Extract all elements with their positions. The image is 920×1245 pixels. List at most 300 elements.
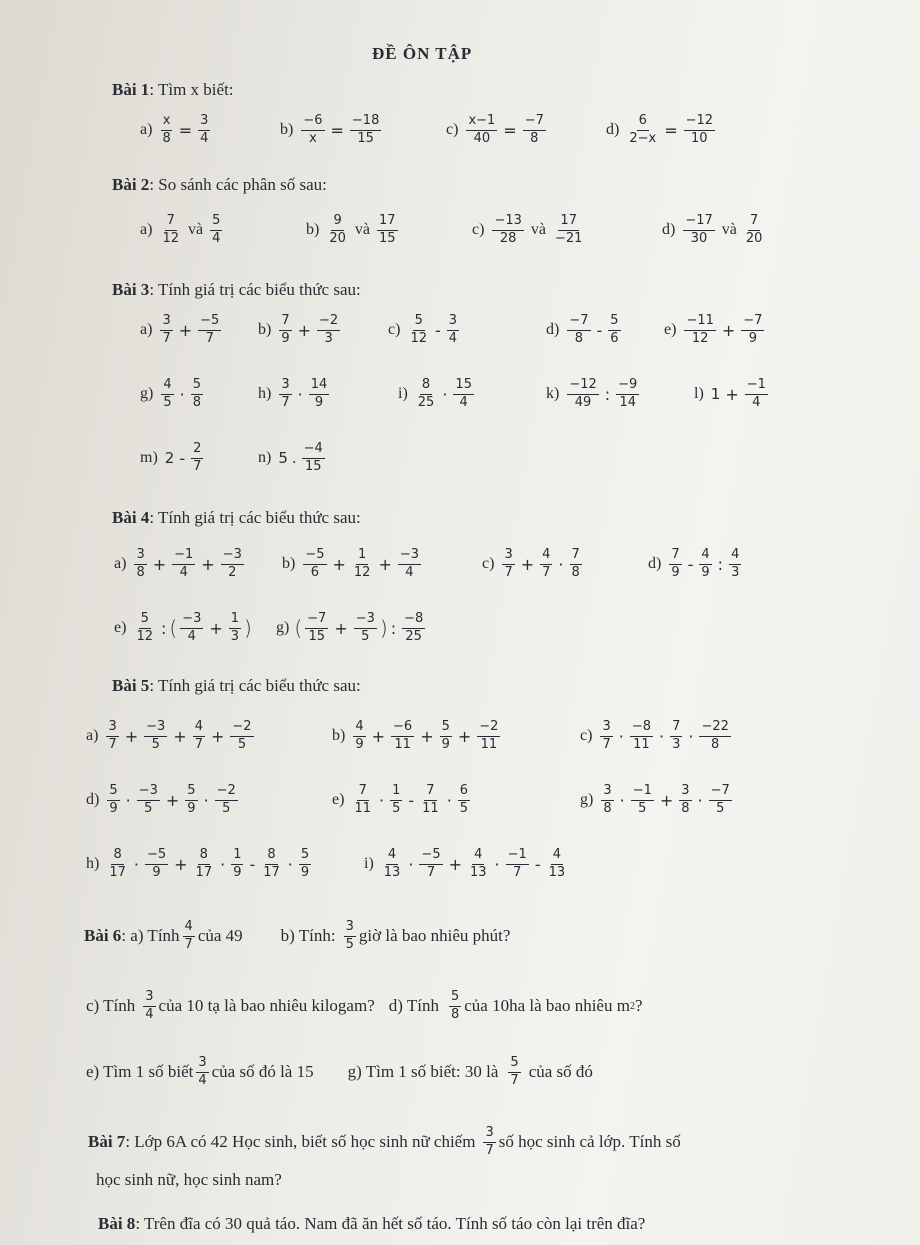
bai1-row	[140, 114, 718, 147]
denominator: 8	[571, 564, 580, 580]
fraction	[299, 848, 311, 881]
numerator: 17	[377, 214, 398, 231]
operator: +	[520, 554, 535, 574]
denominator: 12	[162, 230, 179, 246]
numerator: 1	[356, 548, 368, 565]
denominator: 20	[745, 230, 763, 246]
fraction	[729, 548, 741, 581]
fraction	[744, 214, 765, 247]
fraction	[172, 548, 195, 581]
denominator: 12	[353, 564, 371, 580]
numerator: 5	[413, 314, 425, 331]
fraction	[616, 378, 639, 411]
bai5-item-g	[580, 784, 735, 817]
bai4-item-e	[114, 612, 276, 645]
fraction	[540, 548, 552, 581]
operator: ·	[558, 554, 564, 574]
bai6-a-pre: : a) Tính	[121, 926, 180, 946]
operator: +	[173, 726, 187, 746]
denominator: 9	[701, 564, 710, 580]
numerator: −2	[215, 784, 238, 801]
fraction	[709, 784, 732, 817]
fraction	[416, 378, 437, 411]
denominator: 7	[184, 936, 193, 952]
fraction	[221, 548, 244, 581]
denominator: 10	[691, 130, 708, 146]
bai7-post: số học sinh cả lớp. Tính số	[498, 1132, 681, 1152]
denominator: 15	[304, 458, 322, 474]
fraction	[161, 378, 173, 411]
denominator: 17	[195, 864, 213, 880]
bai3-heading	[112, 280, 361, 300]
denominator: 15	[378, 230, 396, 246]
denominator: 8	[192, 394, 201, 410]
denominator: 5	[163, 394, 172, 410]
denominator: 4	[179, 564, 188, 580]
numerator: 17	[558, 214, 579, 231]
numerator: 14	[309, 378, 330, 395]
numerator: 3	[134, 548, 146, 565]
numerator: −1	[631, 784, 654, 801]
denominator: 20	[329, 230, 346, 246]
numerator: 3	[601, 784, 613, 801]
denominator: 11	[633, 736, 650, 752]
operator: ·	[442, 384, 448, 404]
numerator: −3	[221, 548, 244, 565]
denominator: 7	[485, 1142, 494, 1158]
fraction	[279, 314, 291, 347]
denominator: 8	[574, 330, 584, 346]
denominator: 3	[230, 628, 240, 644]
bai6-b-pre: b) Tính:	[280, 926, 336, 946]
operator: +	[721, 320, 736, 340]
denominator: 5	[638, 800, 647, 816]
item-label: e)	[332, 791, 345, 809]
item-label: d)	[86, 791, 100, 809]
numerator: −22	[699, 720, 730, 737]
fraction	[468, 848, 489, 881]
bai3-row3	[140, 442, 328, 475]
bai4-item-a	[114, 548, 282, 581]
bai6-row2	[86, 990, 643, 1023]
numerator: 4	[183, 920, 195, 937]
numerator: −7	[305, 612, 328, 629]
fraction	[627, 114, 658, 147]
compare-word: và	[354, 221, 370, 239]
bai4-label: Bài 4	[112, 508, 150, 527]
fraction	[458, 784, 470, 817]
bai6-g-post: của số đó	[528, 1062, 593, 1082]
denominator: 3	[672, 736, 681, 752]
denominator: 4	[212, 230, 221, 246]
operator: +	[174, 854, 188, 874]
bai3-item-i	[398, 378, 546, 411]
numerator: −3	[180, 612, 203, 629]
item-label: g)	[276, 619, 290, 637]
item-label: c)	[446, 121, 459, 139]
denominator: 13	[548, 864, 566, 880]
denominator: 5	[459, 800, 469, 816]
bai6-a-post: của 49	[197, 926, 243, 946]
denominator: 12	[691, 330, 709, 346]
fraction	[302, 442, 325, 475]
item-label: b)	[306, 221, 320, 239]
bai8-label: Bài 8	[98, 1214, 136, 1233]
fraction	[344, 920, 356, 953]
numerator: 4	[161, 378, 173, 395]
bai4-item-g	[276, 612, 428, 645]
denominator: 7	[194, 736, 203, 752]
bai2-label: Bài 2	[112, 175, 150, 194]
numerator: 4	[386, 848, 398, 865]
bai3-label: Bài 3	[112, 280, 150, 299]
item-label: d)	[546, 321, 560, 339]
numerator: 5	[191, 378, 203, 395]
compare-word: và	[721, 221, 737, 239]
bai5-row1	[86, 720, 734, 753]
fraction	[353, 720, 365, 753]
operator: +	[178, 320, 193, 340]
item-label: e)	[114, 619, 127, 637]
bai1-heading	[112, 80, 234, 100]
numerator: 7	[670, 720, 682, 737]
numerator: 3	[600, 720, 612, 737]
item-label: a)	[140, 221, 153, 239]
fraction	[699, 720, 730, 753]
numerator: 4	[193, 720, 205, 737]
fraction	[419, 848, 442, 881]
numerator: 7	[424, 784, 436, 801]
bai8-text: : Trên đĩa có 30 quả táo. Nam đã ăn hết số táo. Tính số táo còn lại trên đĩa?	[135, 1214, 646, 1233]
denominator: 8	[603, 800, 612, 816]
operator: ·	[658, 726, 665, 746]
bai3-row2	[140, 378, 771, 411]
fraction	[107, 784, 119, 817]
denominator: −21	[554, 230, 583, 246]
denominator: 9	[748, 330, 757, 346]
denominator: 4	[198, 1072, 207, 1088]
item-label: h)	[258, 385, 272, 403]
denominator: 4	[448, 330, 458, 346]
operator: :	[717, 554, 724, 574]
bai6-e-post: của số đó là 15	[211, 1062, 314, 1082]
fraction	[600, 720, 612, 753]
numerator: 8	[111, 848, 123, 865]
denominator: 49	[574, 394, 592, 410]
numerator: −3	[137, 784, 160, 801]
denominator: 11	[422, 800, 439, 816]
operator: ·	[494, 854, 500, 874]
item-label: g)	[580, 791, 594, 809]
fraction	[143, 990, 155, 1023]
bai1-item-a	[140, 114, 280, 147]
denominator: 17	[263, 864, 280, 880]
operator: +	[378, 554, 392, 574]
fraction	[570, 548, 582, 581]
denominator: 15	[357, 130, 374, 146]
numerator: 4	[540, 548, 552, 565]
bai4-item-d	[648, 548, 744, 581]
bai5-heading-text: : Tính giá trị các biểu thức sau:	[149, 676, 361, 695]
operator: +	[334, 618, 348, 638]
denominator: 7	[602, 736, 611, 752]
bai6-label: Bài 6	[84, 926, 122, 946]
numerator: 5	[449, 990, 461, 1007]
denominator: 2−x	[629, 130, 657, 146]
numerator: 5	[508, 1056, 520, 1073]
item-label: a)	[140, 121, 153, 139]
denominator: 6	[610, 330, 619, 346]
operator: +	[297, 320, 312, 340]
operator: +	[420, 726, 434, 746]
numerator: 3	[279, 378, 291, 395]
fraction	[160, 114, 172, 147]
item-label: g)	[140, 385, 154, 403]
item-label: a)	[140, 321, 153, 339]
operator: ·	[203, 790, 209, 810]
fraction	[279, 378, 291, 411]
denominator: 11	[394, 736, 411, 752]
item-label: c)	[472, 221, 485, 239]
operator: ·	[287, 854, 293, 874]
numerator: 7	[357, 784, 369, 801]
numerator: 7	[669, 548, 681, 565]
fraction	[440, 720, 452, 753]
bai4-item-b	[282, 548, 482, 581]
denominator: 7	[510, 1072, 519, 1088]
bai6-c-post: của 10 tạ là bao nhiêu kilogam?	[158, 996, 375, 1016]
fraction	[160, 314, 172, 347]
numerator: 3	[679, 784, 691, 801]
item-label: b)	[332, 727, 346, 745]
item-label: b)	[280, 121, 294, 139]
operator: .	[291, 449, 297, 468]
bai7-label: Bài 7	[88, 1132, 126, 1152]
operator: ·	[378, 790, 385, 810]
numerator: 4	[551, 848, 563, 865]
numerator: 7	[279, 314, 291, 331]
operator: ·	[697, 790, 703, 810]
numerator: −8	[630, 720, 653, 737]
fraction	[352, 548, 373, 581]
operator: ·	[220, 854, 226, 874]
numerator: −1	[506, 848, 529, 865]
operator: ·	[618, 726, 624, 746]
bai6-d-end: ?	[634, 996, 643, 1016]
numerator: −5	[145, 848, 168, 865]
operator: ·	[133, 854, 139, 874]
numerator: 6	[637, 114, 649, 131]
fraction	[134, 612, 155, 645]
operator: -	[434, 320, 441, 340]
denominator: 12	[410, 330, 427, 346]
item-label: e)	[664, 321, 677, 339]
denominator: 7	[162, 330, 171, 346]
fraction	[354, 612, 377, 645]
operator: :	[160, 618, 167, 638]
fraction	[699, 548, 711, 581]
bai5-label: Bài 5	[112, 676, 150, 695]
bai1-item-c	[446, 114, 606, 147]
fraction	[447, 314, 459, 347]
bai1-item-b	[280, 114, 446, 147]
fraction	[183, 920, 195, 953]
operator: +	[448, 854, 462, 874]
operator: -	[596, 320, 603, 340]
denominator: 7	[513, 864, 522, 880]
numerator: 7	[748, 214, 760, 231]
numerator: 3	[344, 920, 356, 937]
numerator: 5	[185, 784, 197, 801]
numerator: −9	[616, 378, 639, 395]
fraction	[492, 214, 523, 247]
fraction	[684, 114, 715, 147]
denominator: 8	[136, 564, 145, 580]
fraction	[377, 214, 398, 247]
denominator: 14	[619, 394, 637, 410]
denominator: 9	[109, 800, 118, 816]
denominator: 9	[300, 864, 310, 880]
numerator: 15	[453, 378, 474, 395]
bai2-item-b	[306, 214, 472, 247]
fraction	[191, 442, 203, 475]
denominator: 30	[690, 230, 708, 246]
denominator: 25	[417, 394, 435, 410]
bai2-item-c	[472, 214, 662, 247]
numerator: −3	[398, 548, 421, 565]
bai3-item-b	[258, 314, 388, 347]
bai2-heading	[112, 175, 327, 195]
bai5-row3	[86, 848, 570, 881]
numerator: 3	[106, 720, 118, 737]
bai6-d-sup: 2	[629, 1000, 635, 1012]
fraction	[630, 720, 653, 753]
denominator: 8	[450, 1006, 460, 1022]
numerator: −3	[354, 612, 377, 629]
denominator: 5	[237, 736, 247, 752]
numerator: 4	[699, 548, 711, 565]
fraction	[408, 314, 429, 347]
fraction	[229, 612, 241, 645]
numerator: −4	[302, 442, 325, 459]
fraction	[745, 378, 768, 411]
operator: ·	[619, 790, 625, 810]
operator: +	[201, 554, 215, 574]
denominator: 8	[530, 130, 539, 146]
operator: :	[604, 384, 611, 404]
fraction	[608, 314, 620, 347]
denominator: 5	[151, 736, 160, 752]
fraction	[398, 548, 421, 581]
numerator: −13	[492, 214, 523, 231]
fraction	[160, 214, 181, 247]
denominator: 9	[314, 394, 324, 410]
bai4-item-c	[482, 548, 648, 581]
close-paren: )	[379, 616, 388, 641]
denominator: 11	[480, 736, 498, 752]
denominator: 5	[144, 800, 153, 816]
bai5-heading	[112, 676, 361, 696]
numerator: 3	[447, 314, 459, 331]
denominator: 7	[108, 736, 117, 752]
denominator: 7	[281, 394, 290, 410]
fraction	[305, 612, 328, 645]
numerator: −7	[741, 314, 764, 331]
numerator: 7	[165, 214, 177, 231]
numerator: 5	[139, 612, 151, 629]
numerator: 5	[107, 784, 119, 801]
bai4-heading-text: : Tính giá trị các biểu thức sau:	[149, 508, 361, 527]
fraction	[327, 214, 348, 247]
numerator: 5	[440, 720, 452, 737]
bai3-item-d	[546, 314, 664, 347]
open-paren: (	[294, 616, 303, 641]
numerator: −17	[683, 214, 714, 231]
denominator: 17	[109, 864, 126, 880]
fraction	[350, 114, 381, 147]
operator: +	[725, 384, 739, 404]
bai3-heading-text: : Tính giá trị các biểu thức sau:	[149, 280, 361, 299]
fraction	[502, 548, 514, 581]
denominator: 5	[222, 800, 231, 816]
fraction	[185, 784, 197, 817]
item-label: c)	[388, 321, 401, 339]
fraction	[567, 314, 590, 347]
fraction	[137, 784, 160, 817]
bai3-item-l	[694, 378, 771, 411]
fraction	[230, 720, 253, 753]
fraction	[477, 720, 500, 753]
operator: +	[371, 726, 386, 746]
bai3-item-m	[140, 442, 258, 475]
operator: ·	[297, 384, 303, 404]
operator: ·	[179, 384, 185, 404]
bai2-row	[140, 214, 767, 247]
numerator: 4	[729, 548, 741, 565]
bai1-item-d	[606, 114, 718, 147]
bai4-row2	[114, 612, 428, 645]
fraction	[390, 784, 402, 817]
fraction	[466, 114, 497, 147]
denominator: 5	[345, 936, 354, 952]
fraction	[631, 784, 654, 817]
numerator: 8	[420, 378, 432, 395]
fraction	[741, 314, 764, 347]
fraction	[402, 612, 425, 645]
numerator: 8	[198, 848, 210, 865]
numerator: −1	[172, 548, 195, 565]
fraction	[601, 784, 613, 817]
numerator: 3	[160, 314, 172, 331]
item-label: h)	[86, 855, 100, 873]
numerator: 3	[502, 548, 514, 565]
bai4-row1	[114, 548, 744, 581]
bai6-d-post: của 10ha là bao nhiêu m	[464, 996, 630, 1016]
fraction	[352, 784, 373, 817]
denominator: 9	[441, 736, 450, 752]
fraction	[483, 1126, 495, 1159]
operator: ·	[125, 790, 131, 810]
denominator: 9	[152, 864, 161, 880]
denominator: 5	[392, 800, 401, 816]
bai3-item-g	[140, 378, 258, 411]
numerator: −12	[684, 114, 715, 131]
bai3-item-e	[664, 314, 767, 347]
fraction	[194, 848, 215, 881]
fraction	[301, 114, 324, 147]
bai2-item-a	[140, 214, 306, 247]
numerator: −2	[230, 720, 253, 737]
